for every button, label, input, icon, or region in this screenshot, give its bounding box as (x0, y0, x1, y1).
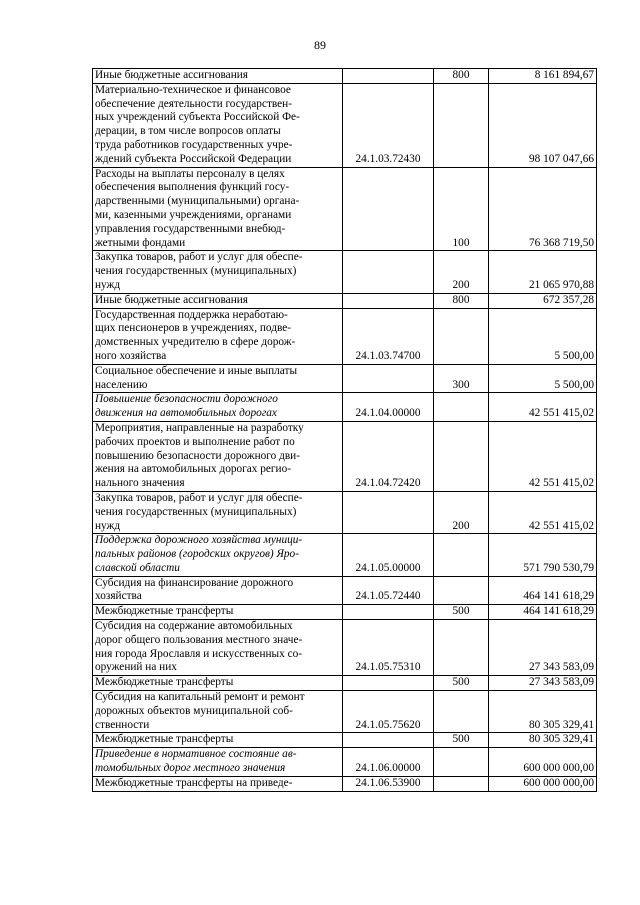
page-number: 89 (314, 38, 326, 52)
expense-type-cell (434, 576, 489, 605)
table-row (93, 733, 597, 748)
table-row (93, 776, 597, 791)
amount-cell: 27 343 583,09 (489, 676, 597, 691)
expense-name-line: хозяйства (95, 590, 142, 603)
program-code-cell (343, 293, 434, 308)
amount-cell: 600 000 000,00 (489, 776, 597, 791)
amount-cell: 21 065 970,88 (489, 251, 597, 293)
table-row (93, 491, 597, 533)
expense-name-line: повышению безопасности дорожного дви- (95, 449, 300, 462)
table-row (93, 576, 597, 605)
expense-name-cell (93, 364, 343, 393)
table-row (93, 605, 597, 620)
program-code-cell (343, 491, 434, 533)
amount-cell: 5 500,00 (489, 308, 597, 364)
table-row (93, 293, 597, 308)
amount-cell: 42 551 415,02 (489, 421, 597, 491)
table-row (93, 251, 597, 293)
amount-cell: 672 357,28 (489, 293, 597, 308)
expense-name-line: ми, казенными учреждениями, органами (95, 208, 292, 221)
expense-name-line: Субсидия на капитальный ремонт и ремонт (95, 691, 305, 704)
expense-name-line: дорожных объектов муниципальной соб- (95, 704, 293, 717)
table-row (93, 393, 597, 422)
expense-name-line: Социальное обеспечение и иные выплаты (95, 364, 298, 377)
expense-name-line: движения на автомобильных дорогах (95, 407, 277, 420)
table-row (93, 691, 597, 733)
expense-name-line: управления государственными внебюд- (95, 222, 286, 235)
expense-name-line: нужд (95, 278, 121, 291)
expense-type-cell (434, 620, 489, 676)
table-row (93, 83, 597, 167)
expense-name-line: Иные бюджетные ассигнования (95, 69, 248, 81)
amount-cell: 600 000 000,00 (489, 748, 597, 777)
expense-name-cell (93, 620, 343, 676)
expense-name-line: домственных учредителю в сфере дорож- (95, 336, 296, 349)
program-code-cell: 24.1.04.00000 (343, 393, 434, 422)
expense-type-cell (434, 534, 489, 576)
expense-name-cell (93, 421, 343, 491)
expense-type-cell: 500 (434, 605, 489, 620)
expense-name-line: жения на автомобильных дорогах регио- (95, 463, 292, 476)
amount-cell: 5 500,00 (489, 364, 597, 393)
expense-name-line: дорог общего пользования местного значе- (95, 633, 303, 646)
expense-name-line: чения государственных (муниципальных) (95, 265, 297, 278)
expense-type-cell: 500 (434, 676, 489, 691)
expense-name-line: населению (95, 378, 148, 391)
expense-type-cell (434, 393, 489, 422)
expense-name-line: нужд (95, 519, 121, 532)
expense-name-line: ждений субъекта Российской Федерации (95, 152, 292, 165)
expense-name-cell (93, 576, 343, 605)
expense-name-line: труда работников государственных учре- (95, 138, 293, 151)
program-code-cell: 24.1.06.53900 (343, 776, 434, 791)
expense-name-line: Государственная поддержка неработаю- (95, 308, 288, 321)
expense-name-cell (93, 691, 343, 733)
budget-table-body (93, 69, 597, 792)
table-row (93, 167, 597, 251)
expense-name-line: Иные бюджетные ассигнования (95, 293, 248, 306)
expense-type-cell (434, 83, 489, 167)
amount-cell: 80 305 329,41 (489, 733, 597, 748)
expense-type-cell: 100 (434, 167, 489, 251)
program-code-cell (343, 605, 434, 620)
expense-type-cell: 800 (434, 293, 489, 308)
expense-name-line: дарственными (муниципальными) органа- (95, 195, 300, 208)
program-code-cell (343, 733, 434, 748)
expense-name-cell (93, 69, 343, 84)
expense-type-cell (434, 776, 489, 791)
expense-name-line: дерации, в том числе вопросов оплаты (95, 125, 281, 138)
expense-name-line: Субсидия на финансирование дорожного (95, 576, 294, 589)
expense-name-cell (93, 534, 343, 576)
expense-type-cell (434, 421, 489, 491)
expense-name-line: Межбюджетные трансферты на приведе- (95, 776, 293, 789)
program-code-cell (343, 364, 434, 393)
expense-name-cell (93, 167, 343, 251)
amount-cell: 80 305 329,41 (489, 691, 597, 733)
expense-type-cell (434, 691, 489, 733)
expense-type-cell (434, 748, 489, 777)
expense-name-line: Субсидия на содержание автомобильных (95, 620, 293, 633)
expense-name-line: щих пенсионеров в учреждениях, подве- (95, 322, 292, 335)
program-code-cell: 24.1.06.00000 (343, 748, 434, 777)
table-row (93, 676, 597, 691)
expense-type-cell: 300 (434, 364, 489, 393)
table-row (93, 308, 597, 364)
expense-name-line: Материально-техническое и финансовое (95, 83, 291, 96)
expense-name-line: ного хозяйства (95, 349, 167, 362)
expense-name-line: обеспечения выполнения функций госу- (95, 181, 290, 194)
expense-name-line: пальных районов (городских округов) Яро- (95, 548, 299, 561)
program-code-cell: 24.1.03.72430 (343, 83, 434, 167)
expense-name-cell (93, 733, 343, 748)
table-row (93, 748, 597, 777)
expense-name-cell (93, 776, 343, 791)
expense-name-line: Поддержка дорожного хозяйства муници- (95, 534, 303, 547)
expense-name-line: Закупка товаров, работ и услуг для обеспе- (95, 251, 303, 264)
expense-name-line: славской области (95, 561, 180, 574)
amount-cell: 42 551 415,02 (489, 393, 597, 422)
expense-name-line: чения государственных (муниципальных) (95, 505, 297, 518)
expense-name-line: Приведение в нормативное состояние ав- (95, 748, 297, 761)
amount-cell: 76 368 719,50 (489, 167, 597, 251)
program-code-cell (343, 69, 434, 84)
program-code-cell (343, 676, 434, 691)
table-row (93, 69, 597, 84)
table-row (93, 620, 597, 676)
expense-type-cell: 800 (434, 69, 489, 84)
expense-name-cell (93, 605, 343, 620)
expense-name-cell (93, 748, 343, 777)
expense-name-cell (93, 251, 343, 293)
expense-name-line: рабочих проектов и выполнение работ по (95, 435, 295, 448)
expense-name-line: томобильных дорог местного значения (95, 762, 286, 775)
expense-name-line: обеспечение деятельности государствен- (95, 97, 292, 110)
expense-name-line: Межбюджетные трансферты (95, 733, 234, 746)
expense-name-line: оружений на них (95, 661, 177, 674)
expense-name-cell (93, 293, 343, 308)
expense-name-line: Расходы на выплаты персоналу в целях (95, 167, 285, 180)
program-code-cell: 24.1.03.74700 (343, 308, 434, 364)
amount-cell: 464 141 618,29 (489, 576, 597, 605)
program-code-cell: 24.1.05.72440 (343, 576, 434, 605)
expense-name-line: ния города Ярославля и искусственных со- (95, 647, 303, 660)
expense-name-line: ных учреждений субъекта Российской Фе- (95, 111, 300, 124)
expense-type-cell: 500 (434, 733, 489, 748)
expense-type-cell (434, 308, 489, 364)
program-code-cell: 24.1.05.75620 (343, 691, 434, 733)
program-code-cell (343, 167, 434, 251)
expense-name-line: Мероприятия, направленные на разработку (95, 421, 304, 434)
program-code-cell: 24.1.04.72420 (343, 421, 434, 491)
amount-cell: 464 141 618,29 (489, 605, 597, 620)
amount-cell: 27 343 583,09 (489, 620, 597, 676)
amount-cell: 42 551 415,02 (489, 491, 597, 533)
expense-name-cell (93, 83, 343, 167)
expense-name-cell (93, 491, 343, 533)
table-row (93, 421, 597, 491)
table-row (93, 364, 597, 393)
expense-name-line: Закупка товаров, работ и услуг для обеспе- (95, 491, 303, 504)
amount-cell: 8 161 894,67 (489, 69, 597, 84)
expense-name-line: нального значения (95, 477, 185, 490)
amount-cell: 571 790 530,79 (489, 534, 597, 576)
amount-cell: 98 107 047,66 (489, 83, 597, 167)
expense-name-line: ственности (95, 718, 150, 731)
expense-name-line: Межбюджетные трансферты (95, 676, 234, 689)
expense-type-cell: 200 (434, 491, 489, 533)
expense-name-cell (93, 676, 343, 691)
expense-name-cell (93, 308, 343, 364)
expense-type-cell: 200 (434, 251, 489, 293)
program-code-cell: 24.1.05.75310 (343, 620, 434, 676)
expense-name-cell (93, 393, 343, 422)
expense-name-line: жетными фондами (95, 236, 186, 249)
program-code-cell (343, 251, 434, 293)
program-code-cell: 24.1.05.00000 (343, 534, 434, 576)
table-row (93, 534, 597, 576)
budget-table (92, 68, 597, 792)
expense-name-line: Межбюджетные трансферты (95, 605, 234, 618)
expense-name-line: Повышение безопасности дорожного (95, 393, 278, 406)
